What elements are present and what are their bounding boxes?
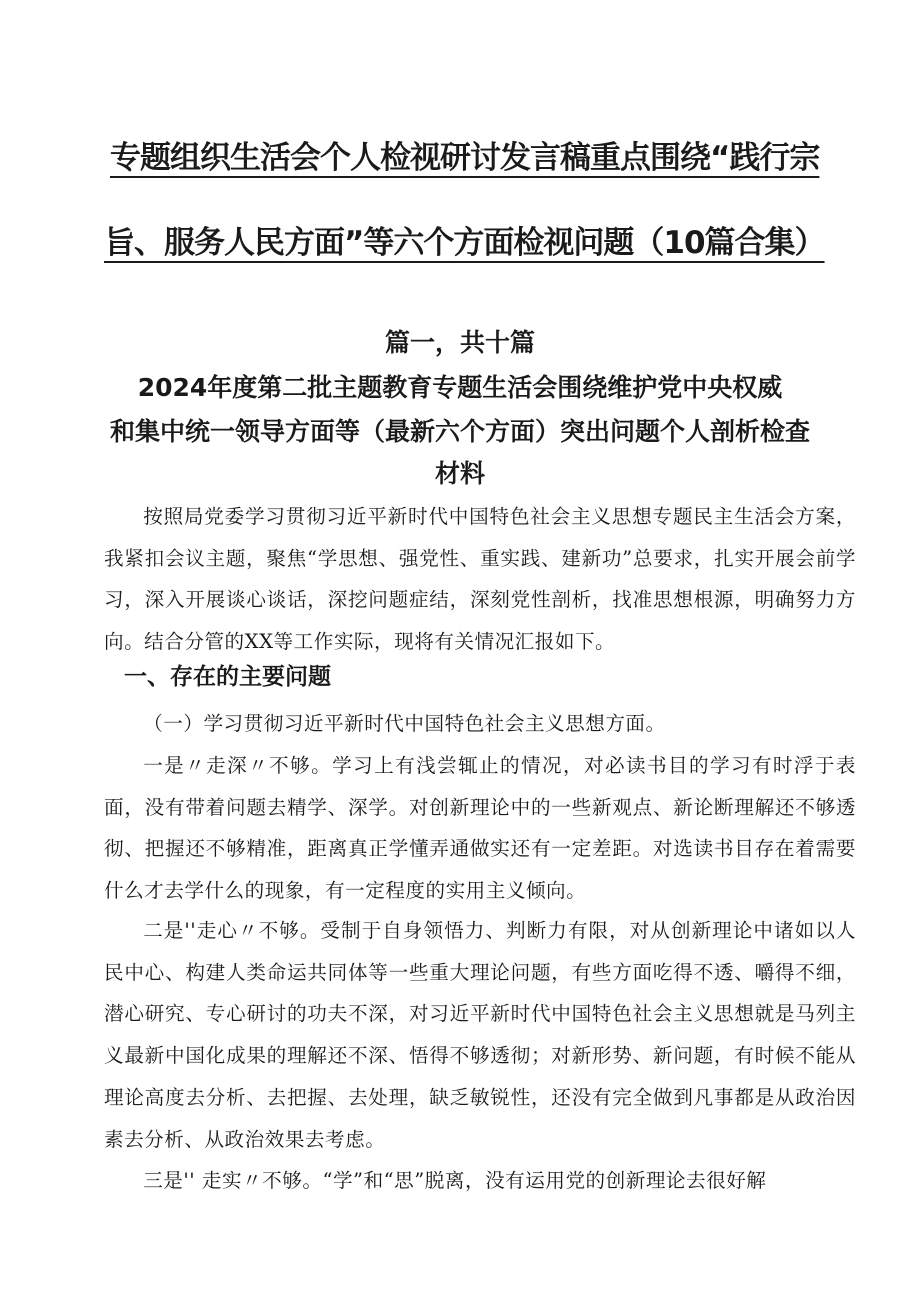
body-paragraph-3: 三是'' 走实〃不够。“学”和“思”脱离，没有运用党的创新理论去很好解 <box>143 1169 767 1192</box>
chapter-label: 篇一，共十篇 <box>384 328 535 357</box>
document-title-line-2: 旨、服务人民方面”等六个方面检视问题（10篇合集） <box>104 225 825 261</box>
chapter-title-line-1: 2024年度第二批主题教育专题生活会围绕维护党中央权威 <box>137 373 783 402</box>
intro-paragraph: 按照局党委学习贯彻习近平新时代中国特色社会主义思想专题民主生活会方案，我紧扣会议主题，聚焦“学思想、强党性、重实践、建新功”总要求，扎实开展会前学习，深入开展谈心谈话，深挖问题症结，深刻党性剖析，找准思想根源，明确努力方向。结合分管的XX等工作实际，现将有关情况汇报如下。 <box>104 505 856 654</box>
body-paragraph-2: 二是''走心〃不够。受制于自身领悟力、判断力有限，对从创新理论中诸如以人民中心、构建人类命运共同体等一些重大理论问题，有些方面吃得不透、嚼得不细，潜心研究、专心研讨的功夫不深，对习近平新时代中国特色社会主义思想就是马列主义最新中国化成果的理解还不深、悟得不够透彻；对新形势、新问题，有时候不能从理论高度去分析、去把握、去处理，缺乏敏锐性，还没有完全做到凡事都是从政治因素去分析、从政治效果去考虑。 <box>104 919 856 1151</box>
section-heading: 一、存在的主要问题 <box>124 664 331 690</box>
document-title-line-1: 专题组织生活会个人检视研讨发言稿重点围绕“践行宗 <box>110 140 820 176</box>
chapter-title-line-3: 材料 <box>434 459 485 488</box>
subsection-heading: （一）学习贯彻习近平新时代中国特色社会主义思想方面。 <box>143 712 666 735</box>
chapter-title-line-2: 和集中统一领导方面等（最新六个方面）突出问题个人剖析检查 <box>109 417 810 446</box>
body-paragraph-1: 一是〃走深〃不够。学习上有浅尝辄止的情况，对必读书目的学习有时浮于表面，没有带着问题去精学、深学。对创新理论中的一些新观点、新论断理解还不够透彻、把握还不够精准，距离真正学懂弄通做实还有一定差距。对选读书目存在着需要什么才去学什么的现象，有一定程度的实用主义倾向。 <box>104 754 856 903</box>
